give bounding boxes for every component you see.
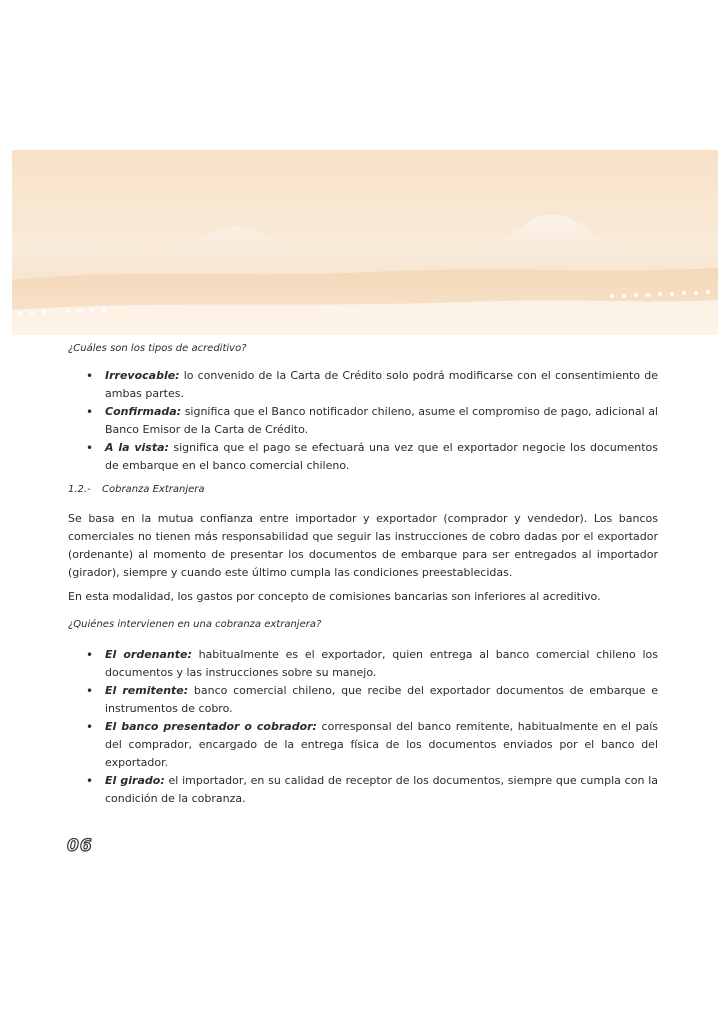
question-types: ¿Cuáles son los tipos de acreditivo?: [68, 343, 247, 354]
header-banner: [12, 150, 718, 335]
definition: significa que el pago se efectuará una vez que el exportador negocie los documentos de embarque en el banco comercial chileno.: [105, 441, 658, 472]
term-ordenante: El ordenante:: [105, 648, 192, 661]
definition: el importador, en su calidad de receptor de los documentos, siempre que cumpla con la condición de la cobranza.: [105, 774, 658, 805]
term-confirmada: Confirmada:: [105, 405, 182, 418]
list-item: [84, 403, 658, 439]
definition: banco comercial chileno, que recibe del exportador documentos de embarque e instrumentos de cobro.: [105, 684, 658, 715]
section-title: Cobranza Extranjera: [102, 484, 205, 495]
types-list: [68, 367, 658, 475]
page-number: 06: [67, 836, 93, 856]
term-banco-presentador: El banco presentador o cobrador:: [105, 720, 317, 733]
list-item: [84, 439, 658, 475]
list-item: [84, 718, 658, 772]
term-remitente: El remitente:: [105, 684, 189, 697]
list-item: [84, 772, 658, 808]
definition: significa que el Banco notificador chileno, asume el compromiso de pago, adicional al Banco Emisor de la Carta de Crédito.: [105, 405, 658, 436]
section-number: 1.2.-: [68, 484, 91, 495]
list-item: [84, 367, 658, 403]
main-content: [68, 340, 658, 814]
definition: lo convenido de la Carta de Crédito solo podrá modificarse con el consentimiento de ambas partes.: [105, 369, 658, 400]
definition: corresponsal del banco remitente, habitualmente en el país del comprador, encargado de la entrega física de los documentos enviados por el banco del exportador.: [105, 720, 658, 769]
question-participants: ¿Quiénes intervienen en una cobranza extranjera?: [68, 619, 322, 630]
section-heading: [68, 481, 658, 499]
list-item: [84, 646, 658, 682]
paragraph: En esta modalidad, los gastos por concepto de comisiones bancarias son inferiores al acreditivo.: [68, 590, 601, 603]
paragraph: Se basa en la mutua confianza entre importador y exportador (comprador y vendedor). Los bancos comerciales no tienen más responsabilidad que seguir las instrucciones de cobro dadas por el exportador (ordenante) al momento de presentar los documentos de embarque para ser entregados al importador (girador), siempre y cuando este último cumpla las condiciones preestablecidas.: [68, 512, 658, 579]
term-girado: El girado:: [105, 774, 165, 787]
mountain-landscape-icon: [12, 150, 718, 335]
term-a-la-vista: A la vista:: [105, 441, 169, 454]
list-item: [84, 682, 658, 718]
participants-list: [68, 646, 658, 808]
definition: habitualmente es el exportador, quien entrega al banco comercial chileno los documentos y las instrucciones sobre su manejo.: [105, 648, 658, 679]
term-irrevocable: Irrevocable:: [105, 369, 180, 382]
